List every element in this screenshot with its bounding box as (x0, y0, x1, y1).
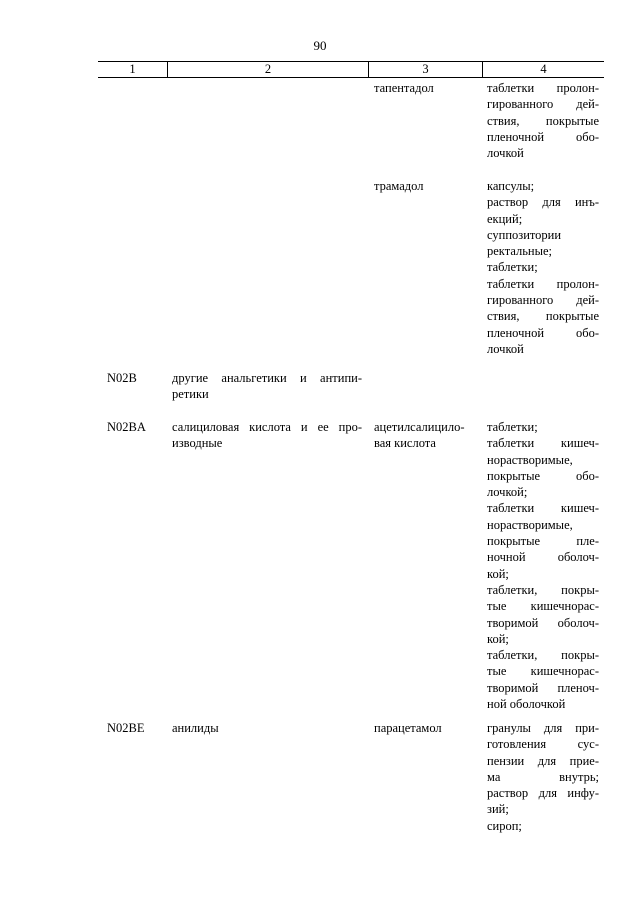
column-header-4: 4 (540, 62, 547, 76)
cell-line: трамадол (374, 179, 424, 193)
table-cell-group (172, 370, 362, 403)
cell-line: ацетилсалицило- (374, 420, 465, 434)
cell-line: изводные (172, 436, 223, 451)
cell-line: вая кислота (374, 436, 436, 451)
table-cell-drug (374, 80, 474, 96)
cell-line: норастворимые, (487, 452, 573, 467)
cell-line: салициловая кислота и ее про- (172, 420, 362, 434)
cell-line: лочкой (487, 341, 524, 356)
cell-line: екций; (487, 211, 523, 226)
table-cell-forms (487, 178, 599, 357)
cell-line: гированного дей- (487, 293, 599, 308)
cell-line: суппозитории (487, 227, 562, 242)
cell-line: лочкой (487, 146, 524, 161)
table-cell-code (107, 720, 162, 736)
cell-line: раствор для инъ- (487, 195, 599, 210)
table-cell-group (172, 720, 362, 736)
column-header-2: 2 (264, 62, 272, 76)
cell-line: парацетамол (374, 721, 442, 735)
cell-line: таблетки; (487, 420, 538, 434)
cell-line: ретики (172, 387, 209, 402)
table-header (98, 61, 604, 78)
column-header-3: 3 (422, 62, 429, 76)
table-cell-drug (374, 178, 474, 194)
cell-line: ночной оболоч- (487, 550, 599, 565)
table-cell-code (107, 370, 162, 386)
table-cell-group (172, 419, 362, 452)
cell-line: норастворимые, (487, 517, 573, 532)
cell-line: кой; (487, 631, 509, 646)
cell-line: лочкой; (487, 485, 528, 500)
cell-line: таблетки кишеч- (487, 436, 599, 451)
cell-line: сироп; (487, 818, 522, 833)
table-cell-drug (374, 720, 474, 736)
cell-line: ствия, покрытые (487, 309, 599, 324)
cell-line: N02B (107, 371, 137, 385)
column-header-1: 1 (129, 62, 136, 76)
cell-line: анилиды (172, 721, 219, 735)
table-cell-forms (487, 80, 599, 161)
cell-line: таблетки; (487, 260, 538, 275)
cell-line: N02BA (107, 420, 146, 434)
cell-line: таблетки пролон- (487, 276, 599, 291)
table-cell-drug (374, 419, 474, 452)
cell-line: творимой оболоч- (487, 615, 599, 630)
cell-line: творимой пленоч- (487, 680, 599, 695)
cell-line: ствия, покрытые (487, 113, 599, 128)
cell-line: ной оболочкой (487, 697, 566, 712)
cell-line: тые кишечнорас- (487, 599, 599, 614)
cell-line: пленочной обо- (487, 129, 599, 144)
cell-line: пленочной обо- (487, 325, 599, 340)
cell-line: таблетки, покры- (487, 648, 599, 663)
table-cell-forms (487, 720, 599, 834)
cell-line: зий; (487, 802, 509, 817)
cell-line: другие анальгетики и антипи- (172, 371, 362, 385)
cell-line: ма внутрь; (487, 769, 599, 784)
cell-line: таблетки кишеч- (487, 501, 599, 516)
cell-line: ректальные; (487, 244, 553, 259)
cell-line: таблетки, покры- (487, 582, 599, 597)
cell-line: капсулы; (487, 179, 535, 193)
cell-line: гированного дей- (487, 97, 599, 112)
cell-line: кой; (487, 566, 509, 581)
cell-line: гранулы для при- (487, 721, 599, 735)
table-cell-code (107, 419, 162, 435)
cell-line: таблетки пролон- (487, 81, 599, 95)
cell-line: раствор для инфу- (487, 786, 599, 801)
page-number: 90 (313, 38, 327, 53)
table-cell-forms (487, 419, 599, 712)
cell-line: готовления сус- (487, 737, 599, 752)
cell-line: тые кишечнорас- (487, 664, 599, 679)
cell-line: покрытые пле- (487, 534, 599, 549)
cell-line: покрытые обо- (487, 468, 599, 483)
cell-line: тапентадол (374, 81, 434, 95)
cell-line: пензии для прие- (487, 753, 599, 768)
cell-line: N02BE (107, 721, 145, 735)
